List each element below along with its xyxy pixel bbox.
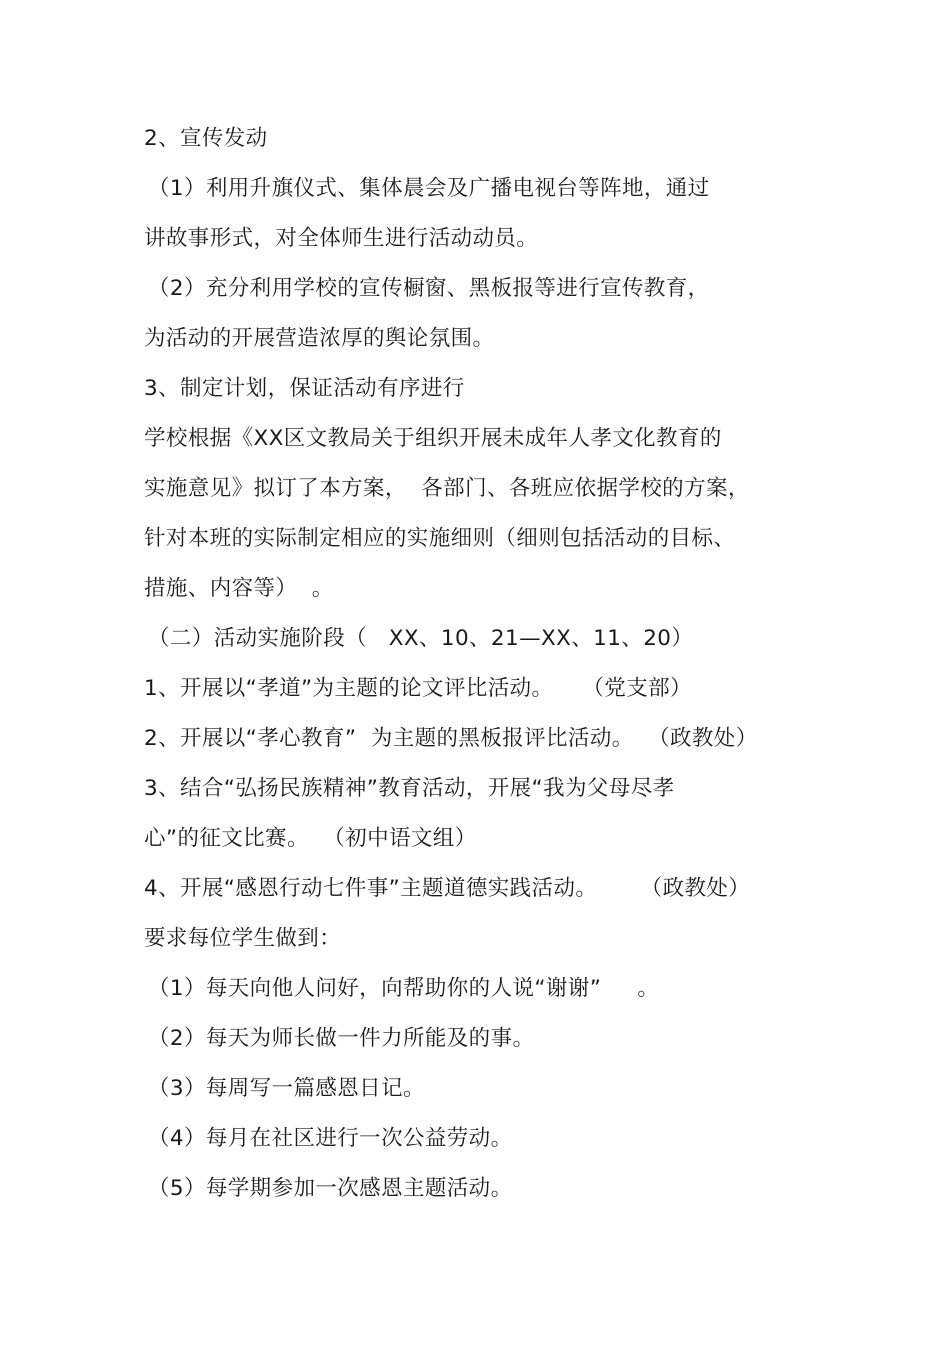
activity-item: 3、结合“弘扬民族精神”教育活动，开展“我为父母尽孝	[144, 776, 675, 801]
requirement-item: （2）每天为师长做一件力所能及的事。	[148, 1026, 535, 1051]
paragraph-line: 措施、内容等） 。	[144, 576, 334, 601]
section-heading-implementation: （二）活动实施阶段（ XX、10、21—XX、11、20）	[148, 626, 694, 651]
activity-item: 4、开展“感恩行动七件事”主题道德实践活动。 （政教处）	[144, 876, 751, 901]
requirement-item: （1）每天向他人问好，向帮助你的人说“谢谢” 。	[148, 976, 660, 1001]
paragraph-line: 针对本班的实际制定相应的实施细则（细则包括活动的目标、	[144, 526, 736, 551]
requirement-item: （4）每月在社区进行一次公益劳动。	[148, 1126, 513, 1151]
section-heading-publicity: 2、宣传发动	[144, 126, 268, 151]
requirement-item: （3）每周写一篇感恩日记。	[148, 1076, 425, 1101]
paragraph-line: 为活动的开展营造浓厚的舆论氛围。	[144, 326, 495, 351]
activity-item: 2、开展以“孝心教育” 为主题的黑板报评比活动。 （政教处）	[144, 726, 758, 751]
requirement-item: （5）每学期参加一次感恩主题活动。	[148, 1176, 513, 1201]
paragraph-line: 讲故事形式，对全体师生进行活动动员。	[144, 226, 539, 251]
activity-item: 1、开展以“孝道”为主题的论文评比活动。 （党支部）	[144, 676, 692, 701]
paragraph-line: （1）利用升旗仪式、集体晨会及广播电视台等阵地，通过	[148, 176, 710, 201]
activity-item-continued: 心”的征文比赛。 （初中语文组）	[144, 826, 477, 851]
section-heading-plan: 3、制定计划，保证活动有序进行	[144, 376, 465, 401]
paragraph-line: 实施意见》拟订了本方案， 各部门、各班应依据学校的方案，	[144, 476, 750, 501]
requirements-intro: 要求每位学生做到：	[144, 926, 342, 951]
paragraph-line: 学校根据《XX区文教局关于组织开展未成年人孝文化教育的	[144, 426, 722, 451]
paragraph-line: （2）充分利用学校的宣传橱窗、黑板报等进行宣传教育，	[148, 276, 710, 301]
